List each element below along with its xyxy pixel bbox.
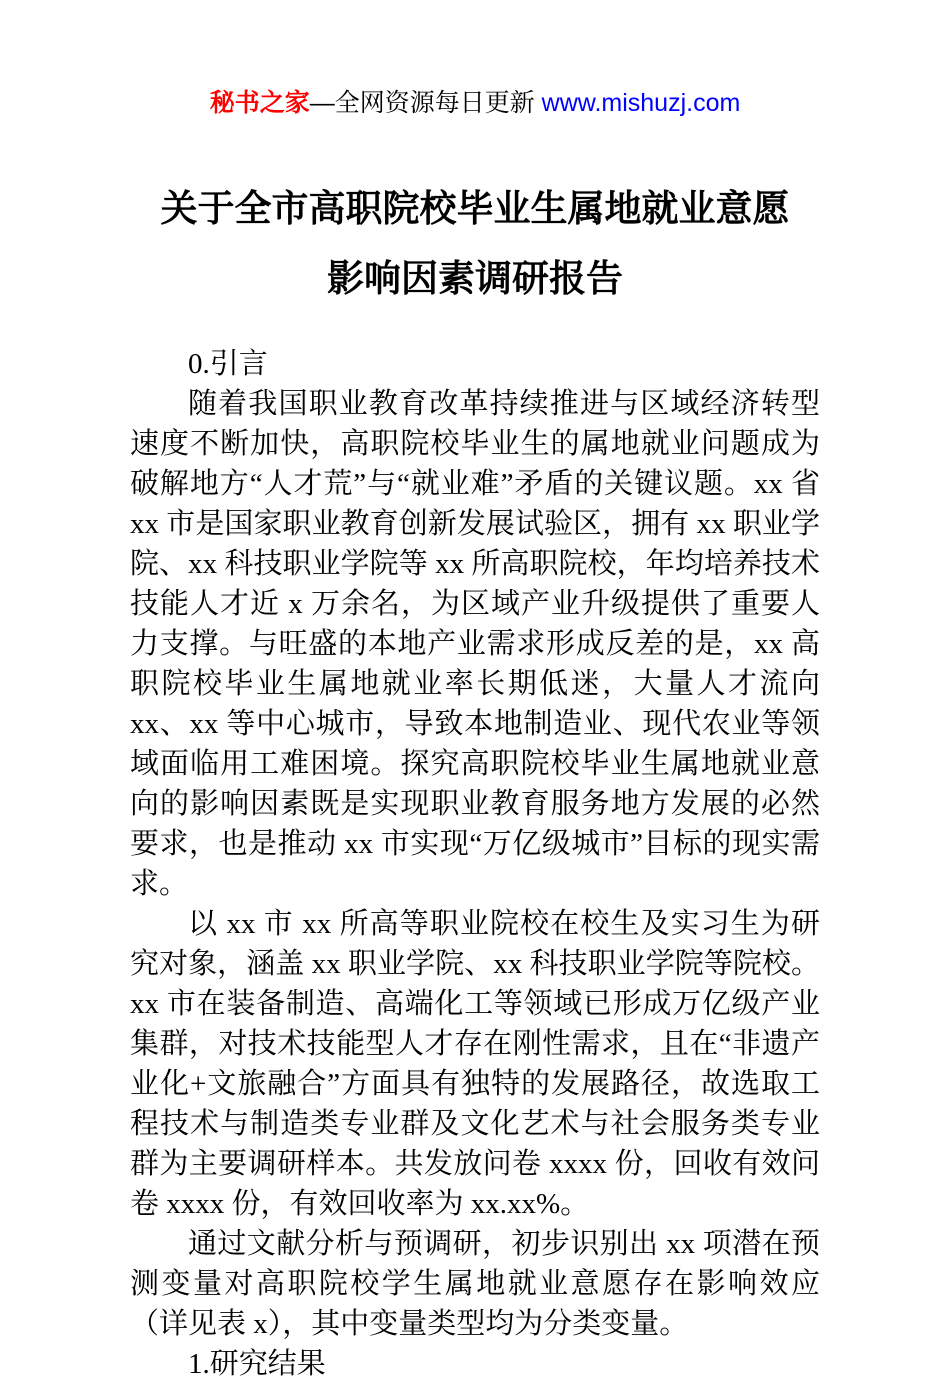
- site-url-link[interactable]: www.mishuzj.com: [541, 89, 741, 117]
- paragraph-variables: 通过文献分析与预调研，初步识别出 xx 项潜在预测变量对高职院校学生属地就业意愿存在影响效应（详见表 x），其中变量类型均为分类变量。: [130, 1228, 820, 1340]
- section-heading-results: 1.研究结果: [188, 1348, 326, 1380]
- document-title-line-2: 影响因素调研报告: [327, 257, 623, 300]
- section-heading-introduction: 0.引言: [188, 348, 268, 380]
- document-title-line-1: 关于全市高职院校毕业生属地就业意愿: [160, 187, 790, 230]
- document-title: [0, 174, 950, 314]
- paragraph-research-subjects: 以 xx 市 xx 所高等职业院校在校生及实习生为研究对象，涵盖 xx 职业学院、xx 科技职业学院等院校。xx 市在装备制造、高端化工等领域已形成万亿级产业集群，对技术技能型人才存在刚性需求，且在“非遗产业化+文旅融合”方面具有独特的发展路径，故选取工程技术与制造类专业群及文化艺术与社会服务类专业群为主要调研样本。共发放问卷 xxxx 份，回收有效问卷 xxxx 份，有效回收率为 xx.xx%。: [130, 908, 820, 1220]
- site-tagline: —全网资源每日更新: [309, 89, 542, 117]
- site-header: [0, 0, 950, 118]
- paragraph-background: 随着我国职业教育改革持续推进与区域经济转型速度不断加快，高职院校毕业生的属地就业问题成为破解地方“人才荒”与“就业难”矛盾的关键议题。xx 省 xx 市是国家职业教育创新发展试验区，拥有 xx 职业学院、xx 科技职业学院等 xx 所高职院校，年均培养技术技能人才近 x 万余名，为区域产业升级提供了重要人力支撑。与旺盛的本地产业需求形成反差的是，xx 高职院校毕业生属地就业率长期低迷，大量人才流向 xx、xx 等中心城市，导致本地制造业、现代农业等领域面临用工难困境。探究高职院校毕业生属地就业意向的影响因素既是实现职业教育服务地方发展的必然要求，也是推动 xx 市实现“万亿级城市”目标的现实需求。: [130, 388, 820, 900]
- site-brand: 秘书之家: [209, 89, 310, 117]
- document-body: [130, 344, 820, 1384]
